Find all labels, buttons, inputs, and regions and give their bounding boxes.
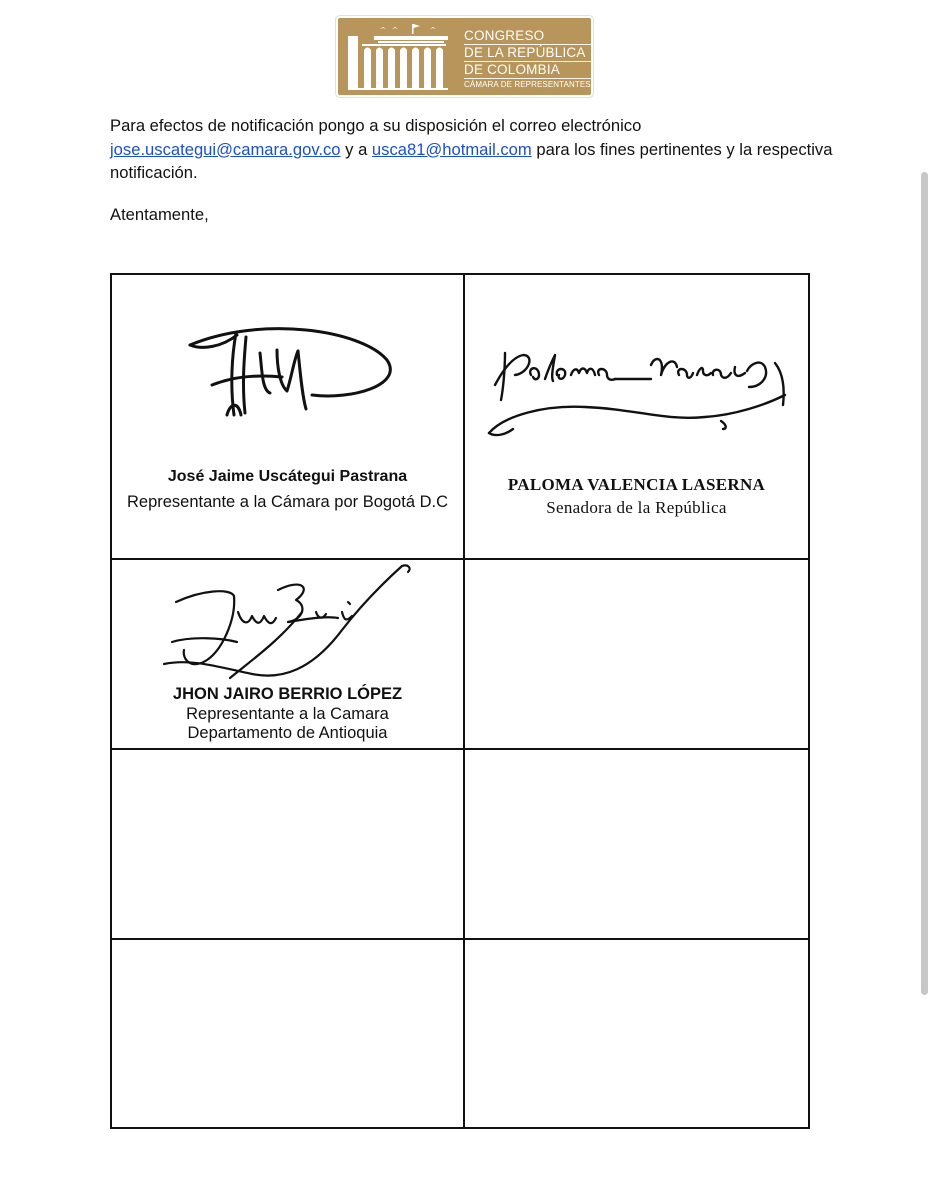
email-link-hotmail[interactable]: usca81@hotmail.com	[371, 139, 532, 159]
handwritten-signature-icon	[465, 275, 812, 455]
signature-cell	[111, 274, 464, 559]
signer-title: Representante a la Cámara por Bogotá D.C	[126, 493, 448, 511]
empty-signature-cell	[464, 559, 809, 749]
email-link-camara[interactable]: jose.uscategui@camara.gov.co	[110, 139, 341, 159]
logo-subtitle: CÁMARA DE REPRESENTANTES	[464, 80, 591, 89]
paragraph-intro: Para efectos de notificación pongo a su disposición el correo electrónico	[110, 116, 642, 135]
paragraph-end: para los fines pertinentes y la respectiva notificación.	[110, 139, 833, 182]
logo-line: CONGRESO	[464, 28, 591, 45]
signer-name: José Jaime Uscátegui Pastrana	[167, 468, 408, 485]
signature-cell	[464, 274, 809, 559]
signature-row	[111, 749, 809, 939]
handwritten-signature-icon	[112, 275, 463, 445]
signature-row	[111, 939, 809, 1128]
signer-title-line: Representante a la Camara	[186, 705, 389, 723]
vertical-scrollbar[interactable]	[921, 172, 928, 995]
logo-line: DE LA REPÚBLICA	[464, 45, 591, 62]
signer-title: Senadora de la República	[546, 498, 727, 517]
empty-signature-cell	[464, 939, 809, 1128]
signer-name: PALOMA VALENCIA LASERNA	[507, 475, 766, 494]
empty-signature-cell	[111, 749, 464, 939]
signer-title-line: Departamento de Antioquia	[187, 724, 388, 742]
notification-paragraph	[110, 114, 890, 185]
signature-row	[111, 559, 809, 749]
empty-signature-cell	[464, 749, 809, 939]
capitol-building-icon	[344, 22, 454, 92]
handwritten-signature-icon	[112, 560, 463, 685]
closing-text: Atentamente,	[110, 205, 209, 224]
signature-row	[111, 274, 809, 559]
paragraph-connector: y a	[345, 139, 368, 159]
signer-title	[112, 705, 463, 743]
empty-signature-cell	[111, 939, 464, 1128]
logo-line: DE COLOMBIA	[464, 62, 591, 79]
signer-name: JHON JAIRO BERRIO LÓPEZ	[172, 685, 403, 703]
signature-cell	[111, 559, 464, 749]
congress-logo	[338, 18, 591, 95]
signature-table	[110, 273, 810, 1129]
logo-text	[464, 28, 591, 90]
